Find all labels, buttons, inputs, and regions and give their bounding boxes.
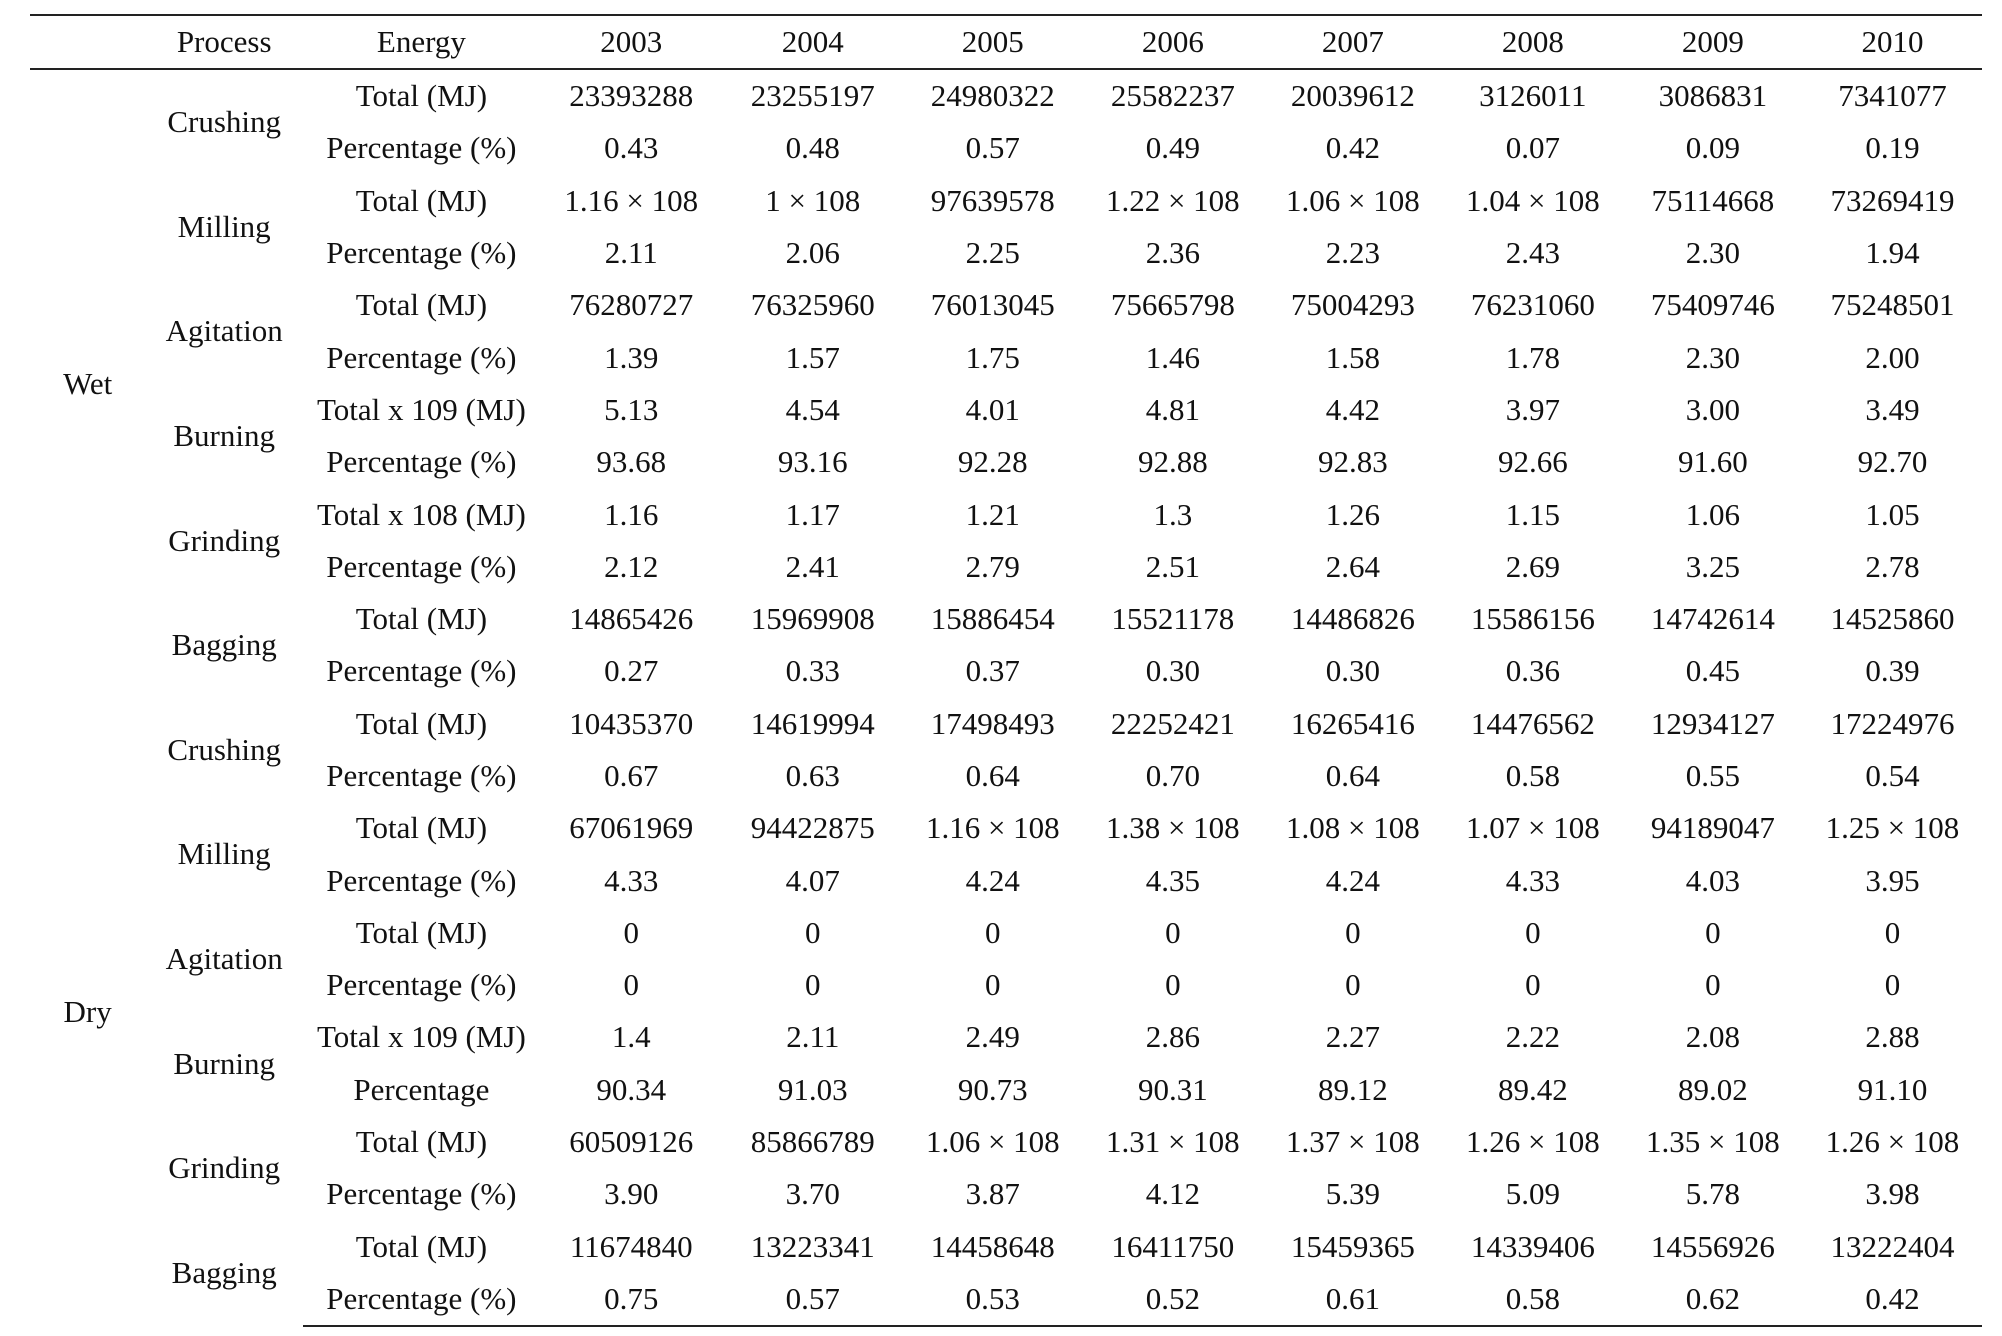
value-cell: 0.57 xyxy=(723,1273,903,1326)
value-cell: 3.25 xyxy=(1685,548,1740,584)
table-row xyxy=(30,959,1982,1011)
process-name: Agitation xyxy=(165,313,283,349)
table-row xyxy=(30,907,1982,959)
value-cell: 0 xyxy=(805,967,821,1003)
value-cell: 4.07 xyxy=(785,862,840,898)
value-cell: 25582237 xyxy=(1110,78,1235,114)
value-cell: 4.24 xyxy=(965,862,1020,898)
value-cell: 1.46 xyxy=(1145,339,1200,375)
value-cell: 16265416 xyxy=(1290,705,1415,741)
value-cell: 1.22 × 108 xyxy=(1105,182,1240,218)
value-cell: 2.79 xyxy=(965,548,1020,584)
value-cell: 2.30 xyxy=(1685,235,1740,271)
header-year-2004: 2004 xyxy=(723,15,903,69)
value-cell: 94189047 xyxy=(1650,810,1775,846)
header-year-2010: 2010 xyxy=(1803,15,1982,69)
value-cell: 92.28 xyxy=(957,444,1028,480)
value-cell: 3.87 xyxy=(965,1176,1020,1212)
process-name: Burning xyxy=(173,1045,275,1081)
value-cell: 0.64 xyxy=(965,758,1020,793)
energy-label: Total (MJ) xyxy=(355,1228,488,1264)
value-cell: 14476562 xyxy=(1470,705,1595,741)
value-cell: 1.26 xyxy=(1325,496,1380,532)
value-cell: 23393288 xyxy=(569,78,694,114)
energy-label: Percentage (%) xyxy=(326,862,517,898)
value-cell: 0.58 xyxy=(1505,758,1560,793)
header-year-2006: 2006 xyxy=(1083,15,1263,69)
value-cell: 0 xyxy=(1884,967,1901,1003)
value-cell: 90.34 xyxy=(596,1071,667,1107)
process-name: Grinding xyxy=(168,522,281,558)
table-row xyxy=(30,1221,1982,1273)
value-cell: 22252421 xyxy=(1110,705,1235,741)
value-cell: 2.12 xyxy=(604,548,659,584)
energy-label: Total x 109 (MJ) xyxy=(317,391,526,427)
energy-consumption-table xyxy=(30,14,1982,1327)
value-cell: 3.90 xyxy=(604,1176,659,1212)
value-cell: 1.35 × 108 xyxy=(1646,1124,1780,1160)
value-cell: 14619994 xyxy=(750,705,875,741)
table-row xyxy=(30,331,1982,383)
value-cell: 0 xyxy=(1884,914,1901,950)
table-row xyxy=(30,645,1982,697)
energy-label: Total (MJ) xyxy=(355,287,488,323)
table-row xyxy=(30,436,1982,488)
value-cell: 2.78 xyxy=(1865,548,1920,584)
table-row xyxy=(30,488,1982,540)
energy-label: Percentage (%) xyxy=(326,653,517,689)
value-cell: 75004293 xyxy=(1290,287,1415,323)
value-cell: 0 xyxy=(1165,914,1181,950)
value-cell: 1.06 × 108 xyxy=(925,1124,1060,1160)
value-cell: 2.00 xyxy=(1865,339,1920,375)
value-cell: 1.94 xyxy=(1865,235,1920,271)
value-cell: 2.36 xyxy=(1145,235,1200,271)
value-cell: 10435370 xyxy=(569,705,694,741)
process-name: Milling xyxy=(177,836,271,872)
value-cell: 15969908 xyxy=(750,601,875,637)
value-cell: 1.05 xyxy=(1865,496,1920,532)
value-cell: 2.23 xyxy=(1325,235,1380,271)
value-cell: 23255197 xyxy=(750,78,875,114)
group-label: Wet xyxy=(63,365,113,401)
value-cell: 4.24 xyxy=(1325,862,1380,898)
value-cell: 15459365 xyxy=(1290,1228,1415,1264)
process-name: Bagging xyxy=(171,627,277,663)
value-cell: 16411750 xyxy=(1111,1228,1235,1264)
value-cell: 2.06 xyxy=(785,235,840,271)
value-cell: 14525860 xyxy=(1830,601,1955,637)
value-cell: 97639578 xyxy=(930,182,1055,218)
value-cell: 0 xyxy=(985,967,1001,1003)
value-cell: 90.31 xyxy=(1137,1071,1208,1107)
value-cell: 89.42 xyxy=(1497,1071,1568,1107)
value-cell: 85866789 xyxy=(750,1124,875,1160)
value-cell: 2.30 xyxy=(1685,339,1740,375)
value-cell: 0.67 xyxy=(604,758,659,793)
value-cell: 5.13 xyxy=(604,391,659,427)
energy-label: Total (MJ) xyxy=(355,705,488,741)
value-cell: 1.26 × 108 xyxy=(1465,1124,1600,1160)
value-cell: 0.58 xyxy=(1443,1273,1623,1326)
value-cell: 1.21 xyxy=(965,496,1020,532)
table-row xyxy=(30,802,1982,854)
table-row xyxy=(30,1168,1982,1220)
value-cell: 75409746 xyxy=(1650,287,1775,323)
value-cell: 0.07 xyxy=(1505,130,1560,166)
energy-label: Total x 109 (MJ) xyxy=(317,1019,526,1055)
process-name: Crushing xyxy=(167,731,282,767)
header-row xyxy=(30,15,1982,69)
value-cell: 0.53 xyxy=(903,1273,1083,1326)
value-cell: 5.39 xyxy=(1325,1176,1380,1212)
value-cell: 4.03 xyxy=(1685,862,1740,898)
value-cell: 1.06 xyxy=(1685,496,1740,532)
value-cell: 0.42 xyxy=(1325,130,1380,166)
value-cell: 20039612 xyxy=(1290,78,1415,114)
header-group xyxy=(30,15,145,69)
energy-label: Total x 108 (MJ) xyxy=(317,496,526,532)
table-header xyxy=(30,15,1982,69)
value-cell: 0.45 xyxy=(1685,653,1740,689)
value-cell: 76231060 xyxy=(1470,287,1595,323)
value-cell: 3.98 xyxy=(1865,1176,1920,1212)
value-cell: 15586156 xyxy=(1470,601,1595,637)
value-cell: 1.15 xyxy=(1505,496,1560,532)
value-cell: 4.33 xyxy=(1505,862,1560,898)
value-cell: 4.54 xyxy=(785,391,840,427)
energy-label: Percentage (%) xyxy=(326,339,517,375)
value-cell: 0 xyxy=(1165,967,1181,1003)
value-cell: 14339406 xyxy=(1470,1228,1595,1264)
value-cell: 7341077 xyxy=(1838,78,1947,114)
value-cell: 1.57 xyxy=(785,339,840,375)
value-cell: 1.39 xyxy=(604,339,659,375)
value-cell: 0.62 xyxy=(1623,1273,1803,1326)
value-cell: 2.25 xyxy=(965,235,1020,271)
value-cell: 0.42 xyxy=(1803,1273,1982,1326)
value-cell: 4.42 xyxy=(1325,391,1380,427)
value-cell: 92.70 xyxy=(1857,444,1928,480)
value-cell: 0 xyxy=(1345,914,1361,950)
value-cell: 0.43 xyxy=(604,130,659,166)
value-cell: 0.37 xyxy=(965,653,1020,689)
header-energy: Energy xyxy=(303,15,540,69)
value-cell: 14486826 xyxy=(1290,601,1415,637)
value-cell: 1.78 xyxy=(1505,339,1560,375)
value-cell: 4.35 xyxy=(1145,862,1200,898)
value-cell: 0.30 xyxy=(1145,653,1200,689)
energy-label: Total (MJ) xyxy=(355,810,488,846)
value-cell: 4.01 xyxy=(965,391,1020,427)
value-cell: 17498493 xyxy=(930,705,1055,741)
energy-label: Total (MJ) xyxy=(355,182,488,218)
energy-label: Percentage (%) xyxy=(326,967,517,1003)
value-cell: 2.41 xyxy=(785,548,840,584)
value-cell: 13223341 xyxy=(750,1228,875,1264)
value-cell: 0.48 xyxy=(785,130,840,166)
value-cell: 2.86 xyxy=(1145,1019,1200,1055)
process-name: Grinding xyxy=(168,1150,281,1186)
header-year-2005: 2005 xyxy=(903,15,1083,69)
value-cell: 11674840 xyxy=(569,1228,693,1264)
value-cell: 75248501 xyxy=(1830,287,1955,323)
table-row xyxy=(30,279,1982,331)
value-cell: 0.52 xyxy=(1083,1273,1263,1326)
value-cell: 14742614 xyxy=(1650,601,1775,637)
value-cell: 4.81 xyxy=(1145,391,1200,427)
table-row xyxy=(30,1116,1982,1168)
value-cell: 91.10 xyxy=(1857,1071,1928,1107)
process-name: Crushing xyxy=(167,104,282,140)
table-row xyxy=(30,175,1982,227)
value-cell: 93.16 xyxy=(777,444,848,480)
group-label: Dry xyxy=(63,993,112,1029)
value-cell: 89.12 xyxy=(1317,1071,1388,1107)
value-cell: 0.36 xyxy=(1505,653,1560,689)
value-cell: 3.00 xyxy=(1685,391,1740,427)
value-cell: 1.37 × 108 xyxy=(1285,1124,1420,1160)
value-cell: 1.25 × 108 xyxy=(1825,810,1960,846)
value-cell: 17224976 xyxy=(1830,705,1955,741)
value-cell: 1.07 × 108 xyxy=(1465,810,1600,846)
table-row xyxy=(30,541,1982,593)
value-cell: 13222404 xyxy=(1830,1228,1955,1264)
value-cell: 3126011 xyxy=(1479,78,1587,114)
value-cell: 5.78 xyxy=(1685,1176,1740,1212)
value-cell: 0 xyxy=(985,914,1001,950)
value-cell: 89.02 xyxy=(1677,1071,1748,1107)
value-cell: 0 xyxy=(1525,914,1541,950)
value-cell: 76280727 xyxy=(569,287,694,323)
value-cell: 90.73 xyxy=(957,1071,1028,1107)
table-row xyxy=(30,698,1982,750)
value-cell: 0.63 xyxy=(785,758,840,793)
process-name: Bagging xyxy=(171,1255,277,1291)
value-cell: 91.03 xyxy=(777,1071,848,1107)
value-cell: 0 xyxy=(1705,967,1721,1003)
value-cell: 60509126 xyxy=(569,1124,694,1160)
energy-label: Percentage (%) xyxy=(326,130,517,166)
value-cell: 1.31 × 108 xyxy=(1105,1124,1240,1160)
value-cell: 0.33 xyxy=(785,653,840,689)
value-cell: 14865426 xyxy=(569,601,694,637)
table-row xyxy=(30,122,1982,174)
value-cell: 5.09 xyxy=(1505,1176,1560,1212)
energy-label: Percentage xyxy=(353,1071,490,1107)
value-cell: 2.43 xyxy=(1505,235,1560,271)
value-cell: 0.19 xyxy=(1865,130,1920,166)
value-cell: 0.75 xyxy=(540,1273,723,1326)
value-cell: 1.16 xyxy=(604,496,659,532)
value-cell: 0.64 xyxy=(1325,758,1380,793)
value-cell: 2.88 xyxy=(1865,1019,1920,1055)
value-cell: 0 xyxy=(623,967,639,1003)
header-year-2007: 2007 xyxy=(1263,15,1443,69)
value-cell: 3086831 xyxy=(1658,78,1768,114)
value-cell: 0.49 xyxy=(1145,130,1200,166)
value-cell: 2.08 xyxy=(1685,1019,1740,1055)
table-row xyxy=(30,1064,1982,1116)
value-cell: 76013045 xyxy=(930,287,1055,323)
value-cell: 75114668 xyxy=(1651,182,1775,218)
value-cell: 0.27 xyxy=(604,653,659,689)
value-cell: 12934127 xyxy=(1650,705,1775,741)
table-row xyxy=(30,1273,1982,1326)
value-cell: 14458648 xyxy=(930,1228,1055,1264)
value-cell: 1.16 × 108 xyxy=(925,810,1060,846)
value-cell: 0 xyxy=(623,914,639,950)
process-name: Milling xyxy=(177,208,271,244)
value-cell: 2.51 xyxy=(1145,548,1200,584)
table-row xyxy=(30,854,1982,906)
value-cell: 15521178 xyxy=(1111,601,1235,637)
value-cell: 2.22 xyxy=(1505,1019,1560,1055)
value-cell: 3.95 xyxy=(1865,862,1920,898)
process-name: Burning xyxy=(173,418,275,454)
header-process: Process xyxy=(145,15,303,69)
value-cell: 1.17 xyxy=(785,496,840,532)
header-year-2009: 2009 xyxy=(1623,15,1803,69)
value-cell: 94422875 xyxy=(750,810,875,846)
energy-label: Percentage (%) xyxy=(326,758,517,793)
value-cell: 0 xyxy=(1705,914,1721,950)
value-cell: 0.30 xyxy=(1325,653,1380,689)
value-cell: 1.3 xyxy=(1153,496,1193,532)
value-cell: 1 × 108 xyxy=(765,182,861,218)
energy-label: Total (MJ) xyxy=(355,1124,488,1160)
value-cell: 1.16 × 108 xyxy=(564,182,699,218)
value-cell: 1.75 xyxy=(965,339,1020,375)
value-cell: 0.70 xyxy=(1145,758,1200,793)
energy-label: Percentage (%) xyxy=(326,548,517,584)
value-cell: 0 xyxy=(1525,967,1541,1003)
value-cell: 4.33 xyxy=(604,862,659,898)
energy-label: Percentage (%) xyxy=(326,235,517,271)
value-cell: 2.27 xyxy=(1325,1019,1380,1055)
energy-label: Percentage (%) xyxy=(303,1273,540,1326)
value-cell: 76325960 xyxy=(750,287,875,323)
value-cell: 15886454 xyxy=(930,601,1055,637)
value-cell: 0.55 xyxy=(1685,758,1740,793)
value-cell: 24980322 xyxy=(930,78,1055,114)
value-cell: 3.97 xyxy=(1505,391,1560,427)
value-cell: 1.08 × 108 xyxy=(1285,810,1420,846)
value-cell: 92.66 xyxy=(1497,444,1568,480)
header-year-2003: 2003 xyxy=(540,15,723,69)
energy-label: Total (MJ) xyxy=(355,601,488,637)
value-cell: 93.68 xyxy=(596,444,667,480)
value-cell: 0.57 xyxy=(965,130,1020,166)
value-cell: 1.26 × 108 xyxy=(1825,1124,1960,1160)
value-cell: 91.60 xyxy=(1677,444,1748,480)
value-cell: 1.04 × 108 xyxy=(1465,182,1600,218)
energy-label: Total (MJ) xyxy=(355,914,488,950)
value-cell: 92.88 xyxy=(1137,444,1208,480)
value-cell: 75665798 xyxy=(1110,287,1235,323)
value-cell: 1.38 × 108 xyxy=(1105,810,1240,846)
process-name: Agitation xyxy=(165,941,283,977)
value-cell: 0 xyxy=(1345,967,1361,1003)
table-row xyxy=(30,593,1982,645)
value-cell: 3.49 xyxy=(1865,391,1920,427)
value-cell: 0.61 xyxy=(1263,1273,1443,1326)
table-row xyxy=(30,69,1982,122)
energy-label: Percentage (%) xyxy=(326,444,517,480)
table-row xyxy=(30,750,1982,802)
value-cell: 0 xyxy=(805,914,821,950)
value-cell: 67061969 xyxy=(569,810,694,846)
table-row xyxy=(30,1011,1982,1063)
value-cell: 4.12 xyxy=(1145,1176,1200,1212)
value-cell: 0.09 xyxy=(1685,130,1740,166)
table-row xyxy=(30,384,1982,436)
table-row xyxy=(30,227,1982,279)
value-cell: 0.54 xyxy=(1865,758,1920,793)
value-cell: 2.64 xyxy=(1325,548,1380,584)
value-cell: 0.39 xyxy=(1865,653,1920,689)
value-cell: 2.11 xyxy=(604,235,658,271)
value-cell: 1.4 xyxy=(611,1019,651,1055)
value-cell: 2.69 xyxy=(1505,548,1560,584)
value-cell: 1.58 xyxy=(1325,339,1380,375)
value-cell: 2.49 xyxy=(965,1019,1020,1055)
value-cell: 3.70 xyxy=(785,1176,840,1212)
value-cell: 1.06 × 108 xyxy=(1285,182,1420,218)
table-body xyxy=(30,69,1982,1326)
header-year-2008: 2008 xyxy=(1443,15,1623,69)
value-cell: 14556926 xyxy=(1650,1228,1775,1264)
energy-label: Percentage (%) xyxy=(326,1176,517,1212)
value-cell: 73269419 xyxy=(1830,182,1955,218)
value-cell: 92.83 xyxy=(1317,444,1388,480)
value-cell: 2.11 xyxy=(786,1019,840,1055)
energy-label: Total (MJ) xyxy=(355,78,488,114)
